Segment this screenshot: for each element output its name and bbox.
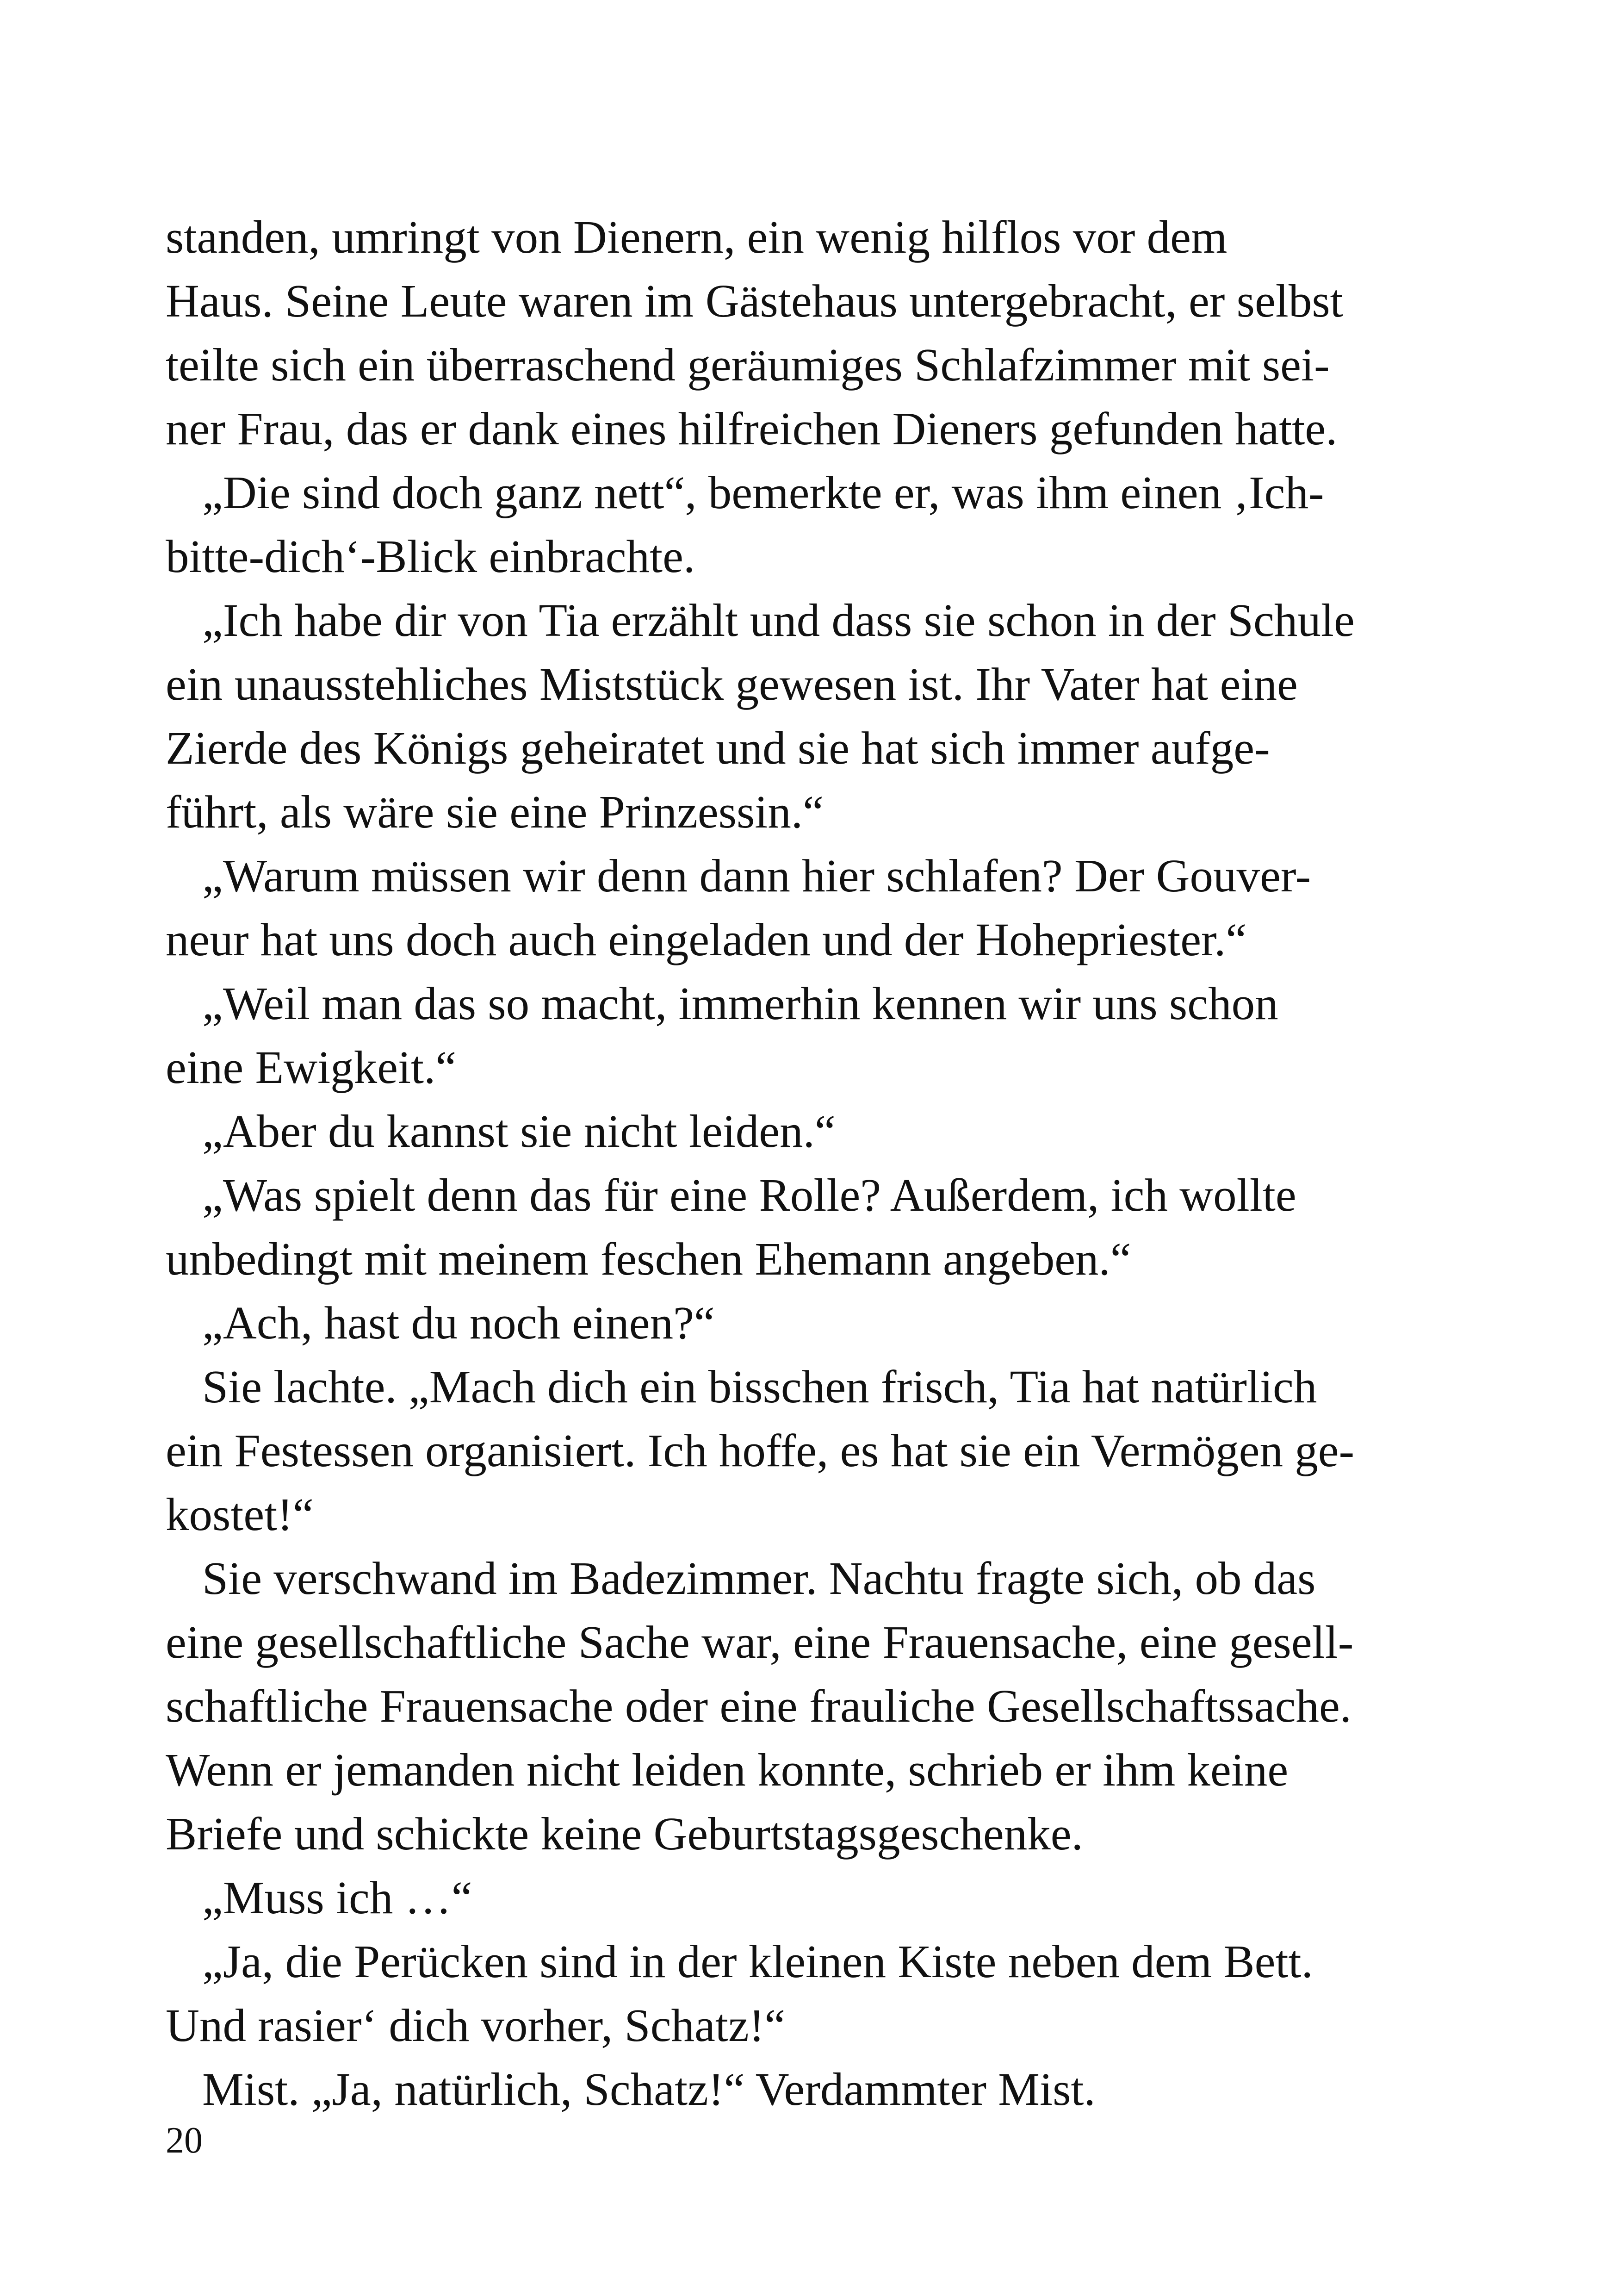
paragraph: „Warum müssen wir denn dann hier schlafen? Der Gouver- neur hat uns doch auch eingeladen und der Hohepriester.“ (166, 850, 1311, 965)
paragraph: Sie verschwand im Badezimmer. Nachtu fragte sich, ob das eine gesellschaftliche Sache war, eine Frauensache, eine gesell- schaftliche Frauensache oder eine frauliche Gesellschaftssache. Wenn er jemanden nicht leiden konnte, schrieb er ihm keine Briefe und schickte keine Geburtstagsgeschenke. (166, 1552, 1354, 1860)
paragraph: „Weil man das so macht, immerhin kennen wir uns schon eine Ewigkeit.“ (166, 977, 1278, 1093)
page-number: 20 (166, 2120, 203, 2161)
paragraph: Mist. „Ja, natürlich, Schatz!“ Verdammter Mist. (202, 2063, 1096, 2115)
paragraph: „Ach, hast du noch einen?“ (202, 1297, 715, 1349)
paragraph: „Aber du kannst sie nicht leiden.“ (202, 1105, 836, 1157)
paragraph: „Muss ich …“ (202, 1872, 472, 1923)
paragraph: „Was spielt denn das für eine Rolle? Außerdem, ich wollte unbedingt mit meinem feschen Ehemann angeben.“ (166, 1169, 1296, 1285)
page-body (166, 205, 1442, 2121)
paragraph: standen, umringt von Dienern, ein wenig hilflos vor dem Haus. Seine Leute waren im Gästehaus untergebracht, er selbst teilte sich ein überraschend geräumiges Schlafzimmer mit sei- ner Frau, das er dank eines hilfreichen Dieners gefunden hatte. (166, 211, 1343, 454)
paragraph: Sie lachte. „Mach dich ein bisschen frisch, Tia hat natürlich ein Festessen organisiert. Ich hoffe, es hat sie ein Vermögen ge- kostet!“ (166, 1361, 1355, 1540)
paragraph: „Ja, die Perücken sind in der kleinen Kiste neben dem Bett. Und rasier‘ dich vorher, Schatz!“ (166, 1935, 1313, 2051)
paragraph: „Ich habe dir von Tia erzählt und dass sie schon in der Schule ein unausstehliches Miststück gewesen ist. Ihr Vater hat eine Zierde des Königs geheiratet und sie hat sich immer aufge- führt, als wäre sie eine Prinzessin.“ (166, 594, 1355, 838)
paragraph: „Die sind doch ganz nett“, bemerkte er, was ihm einen ‚Ich- bitte-dich‘-Blick einbrachte. (166, 467, 1324, 582)
